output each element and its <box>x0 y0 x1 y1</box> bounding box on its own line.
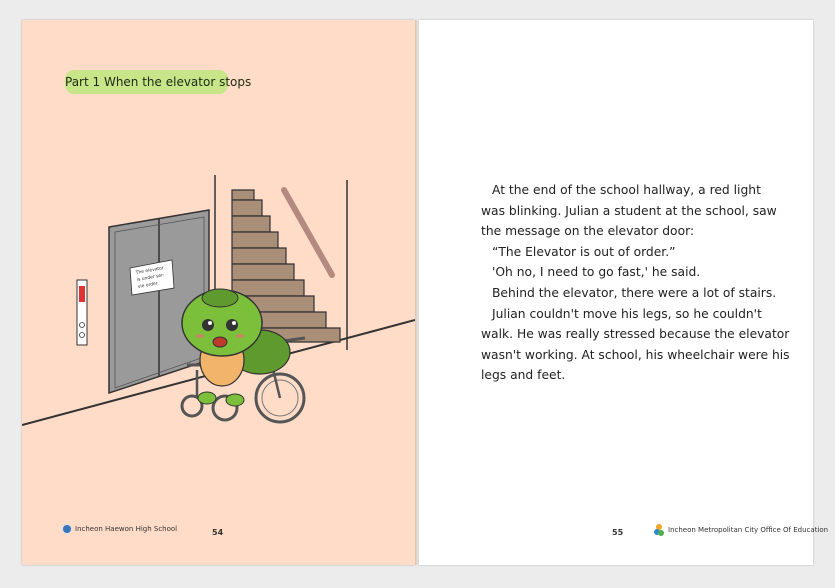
chapter-title: Part 1 When the elevator stops <box>65 70 228 94</box>
story-line-9: wasn't working. At school, his wheelchair were his <box>481 347 790 362</box>
story-line-7: Julian couldn't move his legs, so he couldn't <box>492 306 762 321</box>
footer-school <box>62 524 177 534</box>
story-line-8: walk. He was really stressed because the elevator <box>481 327 790 342</box>
notice-sign-line-2: is under ser- <box>136 273 165 283</box>
notice-sign-line-3: vie order. <box>137 281 160 290</box>
school-name: Incheon Haewon High School <box>75 525 178 533</box>
story-line-4: “The Elevator is out of order.” <box>492 244 676 259</box>
story-line-2: was blinking. Julian a student at the school, saw <box>481 203 777 218</box>
page-number-right: 55 <box>612 528 624 537</box>
office-name: Incheon Metropolitan City Office Of Education <box>668 526 829 534</box>
footer-office <box>654 524 828 536</box>
story-line-1: At the end of the school hallway, a red light <box>492 183 761 197</box>
handrail <box>284 190 332 275</box>
story-line-3: the message on the elevator door: <box>481 224 695 239</box>
story-line-10: legs and feet. <box>481 368 566 383</box>
page-number-left: 54 <box>212 528 224 537</box>
story-line-5: 'Oh no, I need to go fast,' he said. <box>492 265 701 280</box>
elevator-stairs-illustration <box>22 170 415 430</box>
story-text <box>481 180 790 386</box>
notice-sign-line-1: The elevator <box>135 266 165 276</box>
story-line-6: Behind the elevator, there were a lot of stairs. <box>492 285 777 300</box>
education-office-logo-icon <box>654 524 664 536</box>
school-logo-icon <box>62 524 72 534</box>
